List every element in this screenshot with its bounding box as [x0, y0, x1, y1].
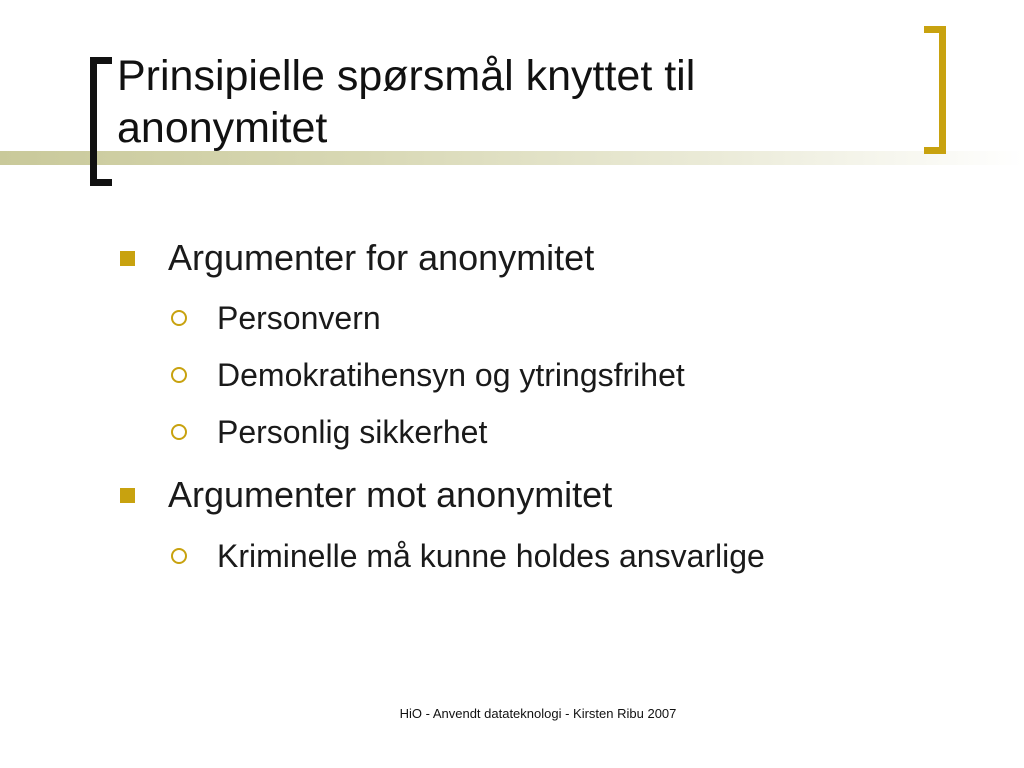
- slide-title: Prinsipielle spørsmål knyttet til anonymitet: [117, 52, 696, 152]
- bullet-text: Argumenter mot anonymitet: [168, 474, 613, 515]
- hollow-circle-bullet-icon: [171, 367, 187, 383]
- square-bullet-icon: [120, 251, 135, 266]
- sub-bullet-text: Demokratihensyn og ytringsfrihet: [217, 357, 685, 393]
- square-bullet-icon: [120, 488, 135, 503]
- hollow-circle-bullet-icon: [171, 548, 187, 564]
- slide-footer: HiO - Anvendt datateknologi - Kirsten Ribu 2007: [399, 706, 677, 721]
- hollow-circle-bullet-icon: [171, 424, 187, 440]
- bullet-text: Argumenter for anonymitet: [168, 237, 595, 278]
- sub-bullet-text: Kriminelle må kunne holdes ansvarlige: [217, 538, 765, 574]
- hollow-circle-bullet-icon: [171, 310, 187, 326]
- sub-bullet-text: Personlig sikkerhet: [217, 414, 488, 450]
- sub-bullet-text: Personvern: [217, 300, 381, 336]
